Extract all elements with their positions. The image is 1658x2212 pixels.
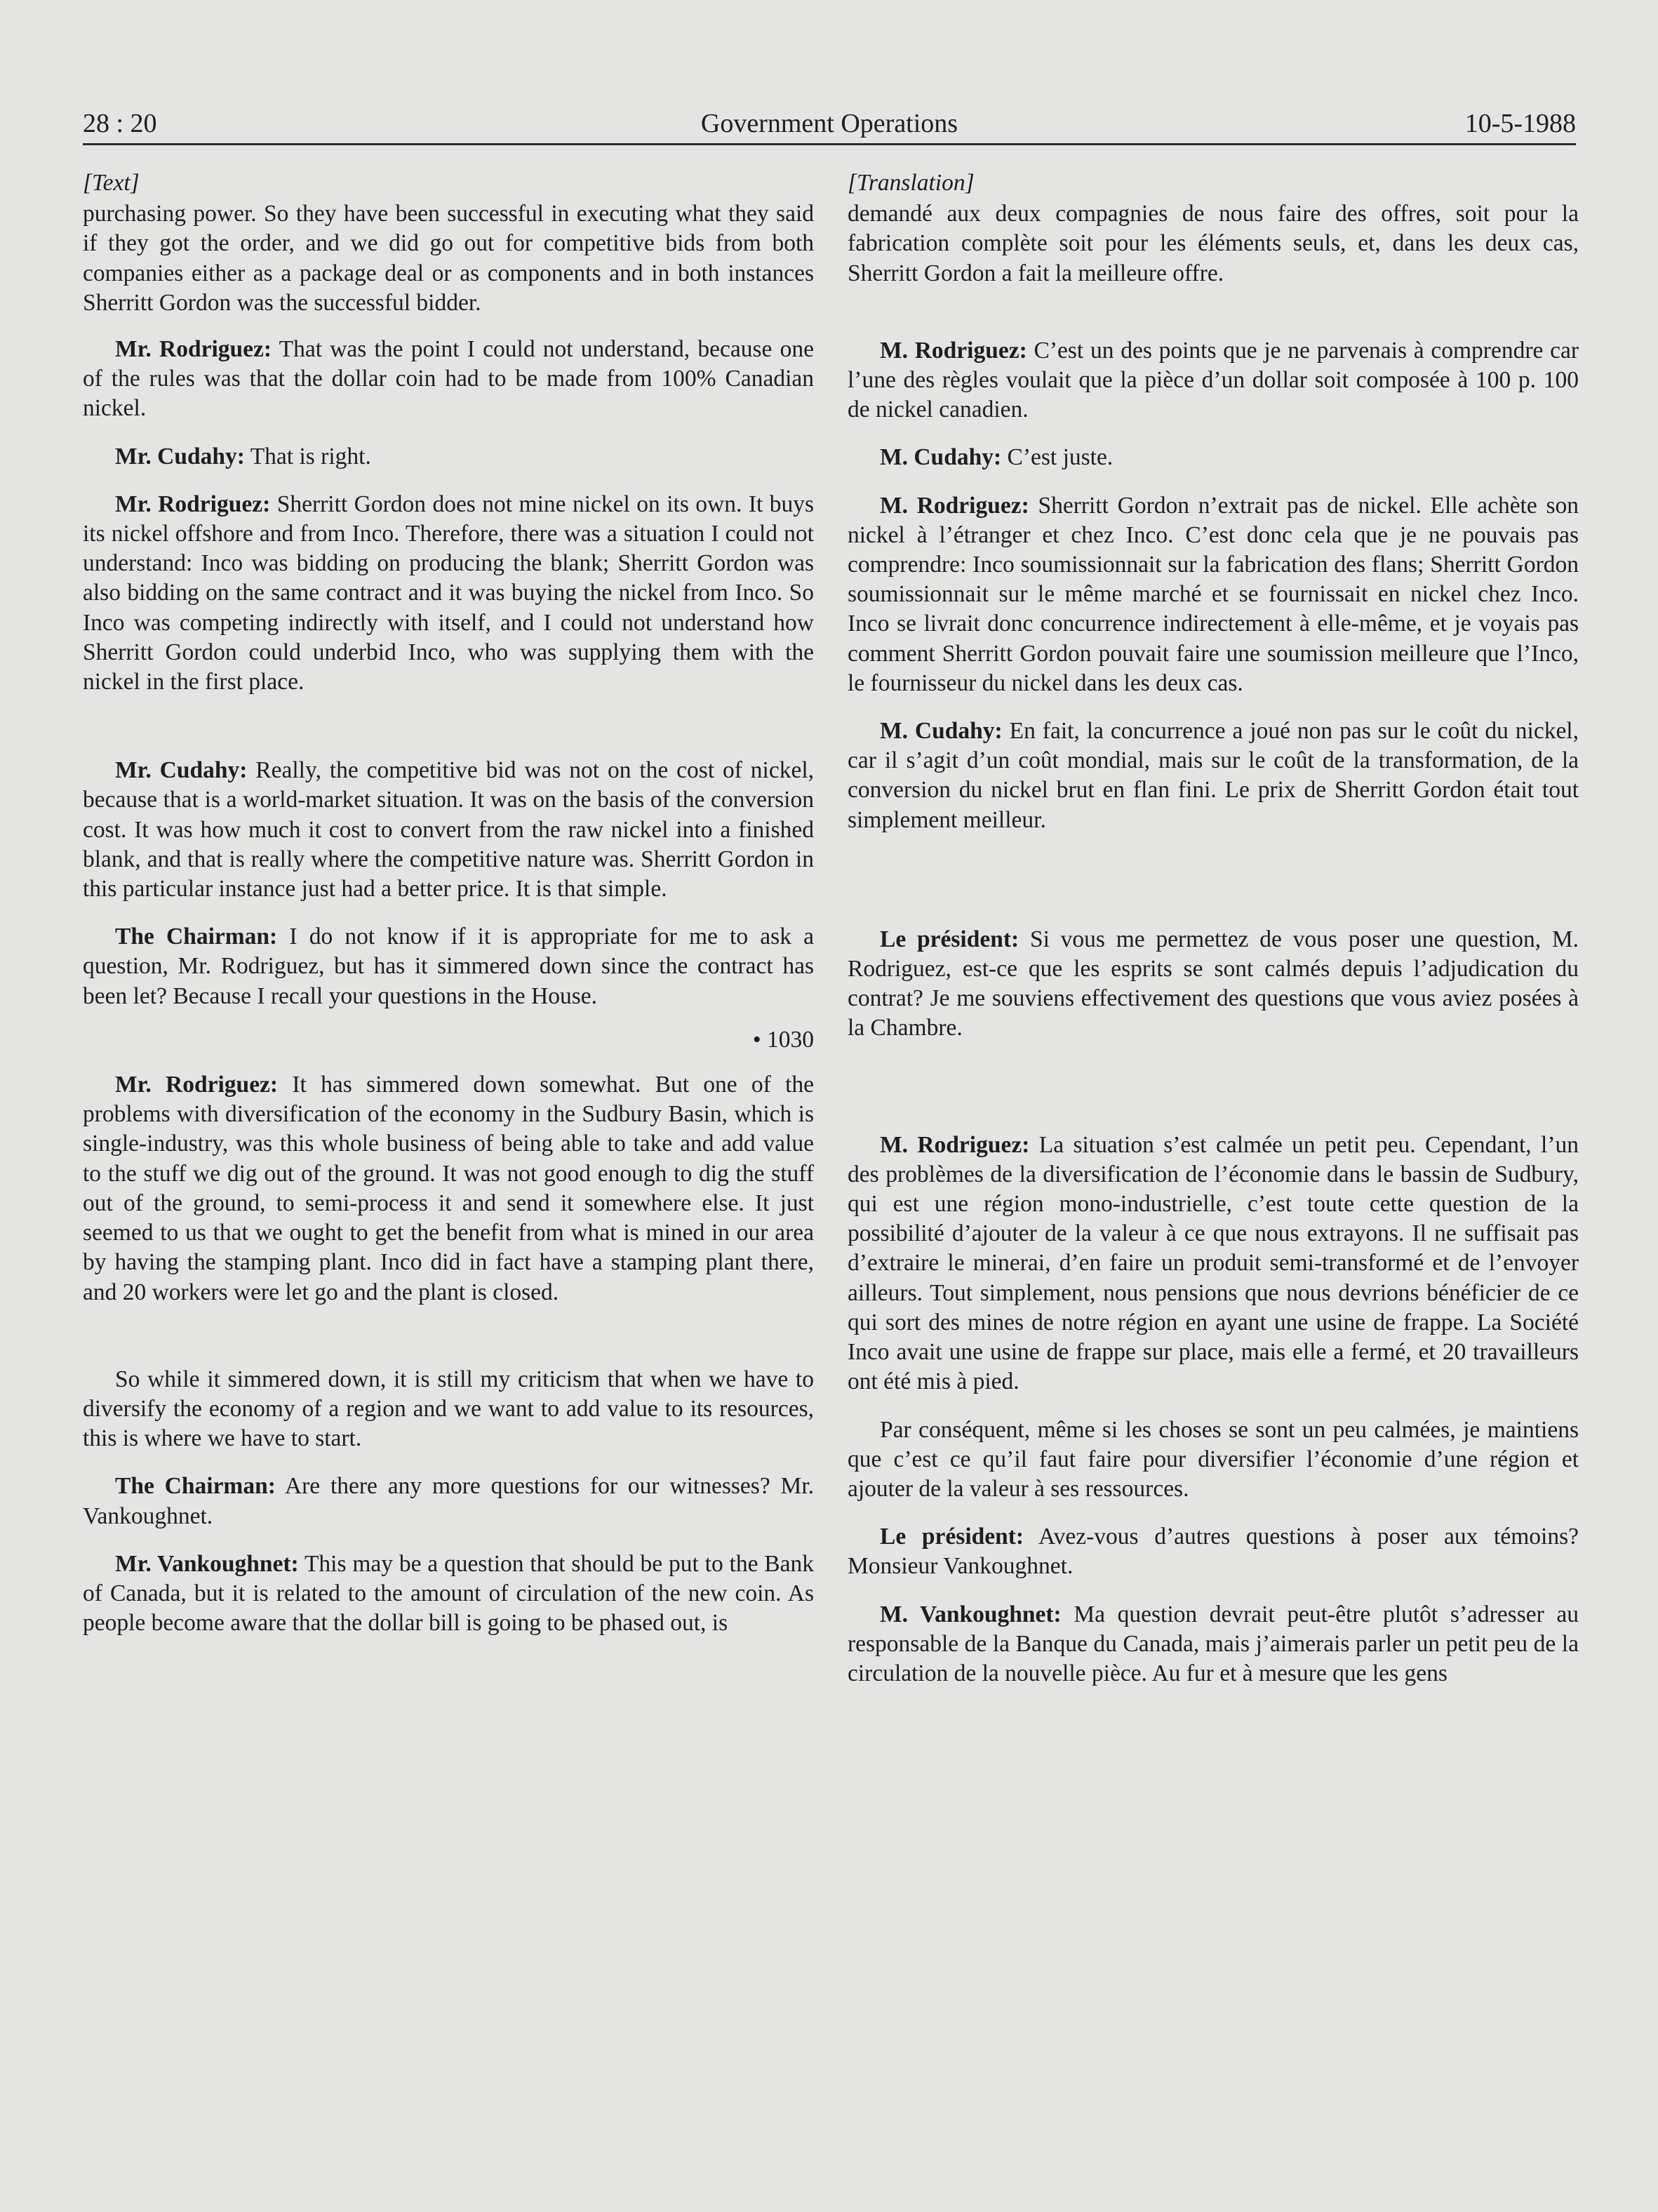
french-column — [848, 168, 1579, 1688]
speaker-paragraph — [83, 442, 814, 472]
page-header — [83, 104, 1576, 145]
paragraph: Par conséquent, même si les choses se sont un peu calmées, je maintiens que c’est ce qu’il faut faire pour diversifier l’économie d’une région et ajouter de la valeur à ses ressources. — [848, 1416, 1579, 1502]
speaker-name: Mr. Cudahy: — [115, 757, 248, 784]
speaker-name: Mr. Cudahy: — [115, 443, 245, 469]
speaker-paragraph — [848, 1600, 1579, 1689]
speaker-paragraph — [83, 1070, 814, 1307]
paragraph: So while it simmered down, it is still my criticism that when we have to diversify the economy of a region and we want to add value to its resources, this is where we have to start. — [83, 1366, 814, 1452]
speech-text: Si vous me permettez de vous poser une question, M. Rodriguez, est-ce que les esprits se sont calmés depuis l’adjudication du contrat? Je me souviens effectivement des questions que vous aviez posées à la Chambre. — [848, 926, 1579, 1041]
page-number: 28 : 20 — [83, 109, 157, 138]
page-date: 10-5-1988 — [1464, 109, 1576, 138]
english-column — [83, 168, 814, 1638]
speaker-name: The Chairman: — [115, 1473, 276, 1500]
speaker-name: M. Vankoughnet: — [880, 1601, 1062, 1627]
speech-text: Ma question devrait peut-être plutôt s’adresser au responsable de la Banque du Canada, mais j’aimerais parler un petit peu de la circulation de la nouvelle pièce. Au fur et à mesure que les gens — [848, 1601, 1579, 1686]
speaker-name: M. Rodriguez: — [880, 337, 1027, 364]
speech-text: En fait, la concurrence a joué non pas sur le coût du nickel, car il s’agit d’un coût mondial, mais sur le coût de la transformation, de la conversion du nickel brut en flan fini. Le prix de Sherritt Gordon était tout simplement meilleur. — [848, 718, 1579, 833]
speaker-paragraph — [848, 443, 1579, 472]
speech-text: Sherritt Gordon does not mine nickel on its own. It buys its nickel offshore and from Inco. Therefore, there was a situation I could not understand: Inco was bidding on producing the blank; Sherritt Gordon was also bidding on the same contract and it was buying the nickel from Inco. So Inco was competing indirectly with itself, and I could not understand how Sherritt Gordon could underbid Inco, who was supplying them with the nickel in the first place. — [83, 491, 815, 695]
translation-marker: [Translation] — [848, 170, 975, 196]
speaker-name: Le président: — [880, 926, 1019, 952]
speaker-name: M. Cudahy: — [880, 718, 1003, 745]
speaker-paragraph — [83, 1472, 814, 1531]
speaker-name: The Chairman: — [115, 924, 278, 950]
speaker-paragraph — [848, 717, 1579, 835]
speaker-name: M. Rodriguez: — [880, 492, 1029, 519]
speaker-paragraph — [848, 336, 1579, 425]
paragraph: purchasing power. So they have been successful in executing what they said if they got the order, and we did go out for competitive bids from both companies either as a package deal or as components and in both instances Sherritt Gordon was the successful bidder. — [83, 201, 814, 316]
speech-text: That was the point I could not understand, because one of the rules was that the dollar coin had to be made from 100% Canadian nickel. — [83, 336, 814, 422]
speaker-paragraph — [848, 1522, 1579, 1581]
speech-text: I do not know if it is appropriate for me to ask a question, Mr. Rodriguez, but has it simmered down since the contract has been let? Because I recall your questions in the House. — [83, 924, 814, 1009]
speaker-paragraph — [848, 491, 1579, 698]
time-stamp: • 1030 — [752, 1026, 814, 1053]
speech-text: La situation s’est calmée un petit peu. Cependant, l’un des problèmes de la diversification de l’économie dans le bassin de Sudbury, qui est une région mono-industrielle, c’est toute cette question de la possibilité d’ajouter de la valeur à ce que nous extrayons. Il ne suffisait pas d’extraire le minerai, d’en faire un produit semi-transformé et de l’envoyer ailleurs. Tout simplement, nous pensions que nous devrions bénéficier de ce qui sort des mines de notre région en ayant une usine de frappe. La Société Inco avait une usine de frappe sur place, mais elle a fermé, et 20 travailleurs ont été mis à pied. — [848, 1131, 1579, 1395]
speaker-paragraph — [83, 335, 814, 424]
speech-text: Avez-vous d’autres questions à poser aux témoins? Monsieur Vankoughnet. — [848, 1524, 1579, 1580]
speaker-paragraph — [83, 1550, 814, 1639]
speech-text: This may be a question that should be put to the Bank of Canada, but it is related to the amount of circulation of the new coin. As people become aware that the dollar bill is going to be phased out, is — [83, 1550, 814, 1637]
speaker-paragraph — [848, 925, 1579, 1044]
speaker-paragraph — [848, 1131, 1579, 1397]
text-marker: [Text] — [83, 170, 140, 196]
paragraph: demandé aux deux compagnies de nous faire des offres, soit pour la fabrication complète soit pour les éléments seuls, et, dans les deux cas, Sherritt Gordon a fait la meilleure offre. — [848, 201, 1579, 286]
speech-text: C’est un des points que je ne parvenais à comprendre car l’une des règles voulait que la pièce d’un dollar soit composée à 100 p. 100 de nickel canadien. — [848, 337, 1579, 423]
speaker-name: Mr. Rodriguez: — [115, 491, 271, 517]
speaker-name: Mr. Rodriguez: — [115, 336, 272, 363]
publication-title: Government Operations — [700, 109, 958, 138]
speech-text: It has simmered down somewhat. But one of the problems with diversification of the economy in the Sudbury Basin, which is single-industry, was this whole business of being able to take and add value to the stuff we dig out of the ground. It was not good enough to dig the stuff out of the ground, to semi-process it and send it somewhere else. It just seemed to us that we ought to get the benefit from what is mined in our area by having the stamping plant. Inco did in fact have a stamping plant there, and 20 workers were let go and the plant is closed. — [83, 1072, 815, 1305]
speech-text: Are there any more questions for our witnesses? Mr. Vankoughnet. — [83, 1473, 815, 1529]
speech-text: That is right. — [250, 443, 371, 469]
speaker-name: Mr. Rodriguez: — [115, 1072, 279, 1098]
speech-text: Really, the competitive bid was not on the cost of nickel, because that is a world-market situation. It was on the basis of the conversion cost. It was how much it cost to convert from the raw nickel into a finished blank, and that is really where the competitive nature was. Sherritt Gordon in this particular instance just had a better price. It is that simple. — [83, 757, 815, 902]
speaker-name: Mr. Vankoughnet: — [115, 1550, 299, 1577]
speaker-name: Le président: — [880, 1524, 1024, 1550]
speaker-name: M. Rodriguez: — [880, 1131, 1030, 1158]
speech-text: C’est juste. — [1007, 444, 1114, 471]
speech-text: Sherritt Gordon n’extrait pas de nickel. Elle achète son nickel à l’étranger et chez Inco. C’est donc cela que je ne pouvais pas comprendre: Inco soumissionnait sur la fabrication des flans; Sherritt Gordon soumissionnait sur le même marché et se fournissait en nickel chez Inco. Inco se livrait donc concurrence indirectement à elle-même, et je voyais pas comment Sherritt Gordon pouvait faire une soumission meilleure que l’Inco, le fournisseur du nickel dans les deux cas. — [848, 492, 1579, 696]
speaker-paragraph — [83, 756, 814, 904]
speaker-paragraph — [83, 922, 814, 1011]
speaker-paragraph — [83, 490, 814, 697]
speaker-name: M. Cudahy: — [880, 444, 1002, 471]
